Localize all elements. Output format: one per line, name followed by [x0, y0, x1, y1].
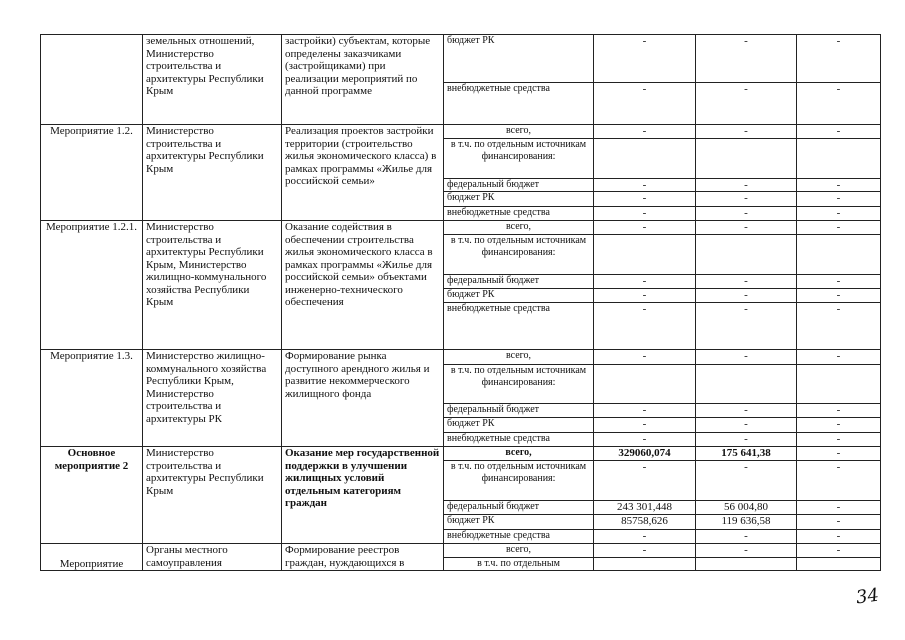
funding-source-cell: федеральный бюджет — [444, 404, 594, 418]
funding-source-cell: внебюджетные средства — [444, 530, 594, 544]
value-cell: - — [797, 83, 881, 125]
value-cell — [696, 558, 797, 571]
value-cell — [594, 138, 696, 178]
funding-source-cell: всего, — [444, 544, 594, 558]
funding-source-cell: бюджет РК — [444, 289, 594, 303]
value-cell: 119 636,58 — [696, 515, 797, 530]
value-cell: - — [797, 544, 881, 558]
value-cell: - — [696, 178, 797, 192]
value-cell: - — [594, 350, 696, 365]
value-cell: - — [696, 35, 797, 83]
value-cell — [594, 235, 696, 275]
value-cell: 329060,074 — [594, 447, 696, 461]
value-cell: - — [696, 544, 797, 558]
description-cell: Формирование реестров граждан, нуждающихся в — [282, 544, 444, 571]
page-number: 34 — [854, 584, 881, 609]
funding-source-cell: всего, — [444, 221, 594, 235]
funding-source-cell: внебюджетные средства — [444, 433, 594, 447]
value-cell: - — [797, 35, 881, 83]
value-cell: - — [594, 418, 696, 433]
value-cell: - — [594, 192, 696, 207]
value-cell: - — [594, 35, 696, 83]
value-cell: - — [696, 221, 797, 235]
measure-name-cell: Основное мероприятие 2 — [41, 447, 143, 544]
funding-source-cell: внебюджетные средства — [444, 83, 594, 125]
value-cell: - — [696, 461, 797, 501]
description-cell: застройки) субъектам, которые определены заказчиками (застройщиками) при реализации мероприятий по данной программе — [282, 35, 444, 125]
value-cell: 85758,626 — [594, 515, 696, 530]
value-cell: 175 641,38 — [696, 447, 797, 461]
executor-cell: Министерство жилищно-коммунального хозяйства Республики Крым, Министерство строительства и архитектуры РК — [143, 350, 282, 447]
value-cell: - — [594, 303, 696, 350]
value-cell: - — [797, 350, 881, 365]
executor-cell: Органы местного самоуправления — [143, 544, 282, 571]
funding-source-cell: внебюджетные средства — [444, 303, 594, 350]
measure-name-cell: Мероприятие 1.2.1. — [41, 221, 143, 350]
funding-source-cell: всего, — [444, 125, 594, 139]
value-cell: - — [594, 178, 696, 192]
value-cell — [797, 558, 881, 571]
funding-source-cell: федеральный бюджет — [444, 501, 594, 515]
value-cell: - — [696, 303, 797, 350]
value-cell: - — [797, 275, 881, 289]
value-cell: - — [696, 275, 797, 289]
value-cell — [594, 558, 696, 571]
value-cell: - — [696, 192, 797, 207]
value-cell: - — [797, 447, 881, 461]
value-cell: - — [594, 544, 696, 558]
value-cell: - — [594, 530, 696, 544]
value-cell: - — [797, 289, 881, 303]
value-cell: - — [797, 461, 881, 501]
value-cell: - — [696, 83, 797, 125]
value-cell: - — [594, 289, 696, 303]
value-cell: - — [594, 221, 696, 235]
value-cell: 243 301,448 — [594, 501, 696, 515]
value-cell: - — [594, 83, 696, 125]
value-cell: - — [696, 207, 797, 221]
funding-source-cell: бюджет РК — [444, 35, 594, 83]
description-cell: Реализация проектов застройки территории (строительство жилья экономического класса) в рамках программы «Жилье для российской семьи» — [282, 125, 444, 221]
funding-source-cell: в т.ч. по отдельным — [444, 558, 594, 571]
value-cell: - — [797, 221, 881, 235]
value-cell: - — [594, 433, 696, 447]
value-cell: - — [696, 418, 797, 433]
funding-source-cell: бюджет РК — [444, 418, 594, 433]
funding-source-cell: федеральный бюджет — [444, 275, 594, 289]
value-cell — [797, 235, 881, 275]
funding-source-cell: в т.ч. по отдельным источникам финансирования: — [444, 235, 594, 275]
value-cell — [696, 235, 797, 275]
value-cell: - — [797, 501, 881, 515]
value-cell: - — [594, 275, 696, 289]
description-cell: Оказание мер государственной поддержки в улучшении жилищных условий отдельным категориям граждан — [282, 447, 444, 544]
executor-cell: Министерство строительства и архитектуры Республики Крым — [143, 125, 282, 221]
funding-source-cell: всего, — [444, 350, 594, 365]
value-cell — [594, 365, 696, 404]
value-cell: - — [797, 207, 881, 221]
value-cell: - — [696, 530, 797, 544]
value-cell: - — [594, 461, 696, 501]
funding-source-cell: бюджет РК — [444, 192, 594, 207]
value-cell: - — [797, 530, 881, 544]
value-cell: - — [797, 404, 881, 418]
value-cell: - — [594, 404, 696, 418]
value-cell: - — [594, 207, 696, 221]
funding-source-cell: внебюджетные средства — [444, 207, 594, 221]
value-cell: - — [696, 289, 797, 303]
program-financing-table — [40, 34, 881, 571]
value-cell — [797, 138, 881, 178]
funding-source-cell: в т.ч. по отдельным источникам финансирования: — [444, 461, 594, 501]
value-cell: - — [797, 192, 881, 207]
value-cell: - — [696, 404, 797, 418]
description-cell: Оказание содействия в обеспечении строительства жилья экономического класса в рамках программы «Жилье для российской семьи» объектами инженерно-технического обеспечения — [282, 221, 444, 350]
value-cell: - — [797, 418, 881, 433]
value-cell — [797, 365, 881, 404]
funding-source-cell: всего, — [444, 447, 594, 461]
funding-source-cell: в т.ч. по отдельным источникам финансирования: — [444, 365, 594, 404]
description-cell: Формирование рынка доступного арендного жилья и развитие некоммерческого жилищного фонда — [282, 350, 444, 447]
value-cell: 56 004,80 — [696, 501, 797, 515]
measure-name-cell — [41, 35, 143, 125]
value-cell — [696, 138, 797, 178]
measure-name-cell: Мероприятие — [41, 544, 143, 571]
value-cell: - — [696, 433, 797, 447]
executor-cell: Министерство строительства и архитектуры Республики Крым — [143, 447, 282, 544]
funding-source-cell: в т.ч. по отдельным источникам финансирования: — [444, 138, 594, 178]
value-cell — [696, 365, 797, 404]
funding-source-cell: бюджет РК — [444, 515, 594, 530]
value-cell: - — [797, 178, 881, 192]
value-cell: - — [797, 515, 881, 530]
funding-source-cell: федеральный бюджет — [444, 178, 594, 192]
value-cell: - — [797, 303, 881, 350]
measure-name-cell: Мероприятие 1.3. — [41, 350, 143, 447]
value-cell: - — [696, 350, 797, 365]
value-cell: - — [797, 125, 881, 139]
value-cell: - — [594, 125, 696, 139]
executor-cell: земельных отношений, Министерство строительства и архитектуры Республики Крым — [143, 35, 282, 125]
measure-name-cell: Мероприятие 1.2. — [41, 125, 143, 221]
value-cell: - — [797, 433, 881, 447]
executor-cell: Министерство строительства и архитектуры Республики Крым, Министерство жилищно-коммунального хозяйства Республики Крым — [143, 221, 282, 350]
value-cell: - — [696, 125, 797, 139]
